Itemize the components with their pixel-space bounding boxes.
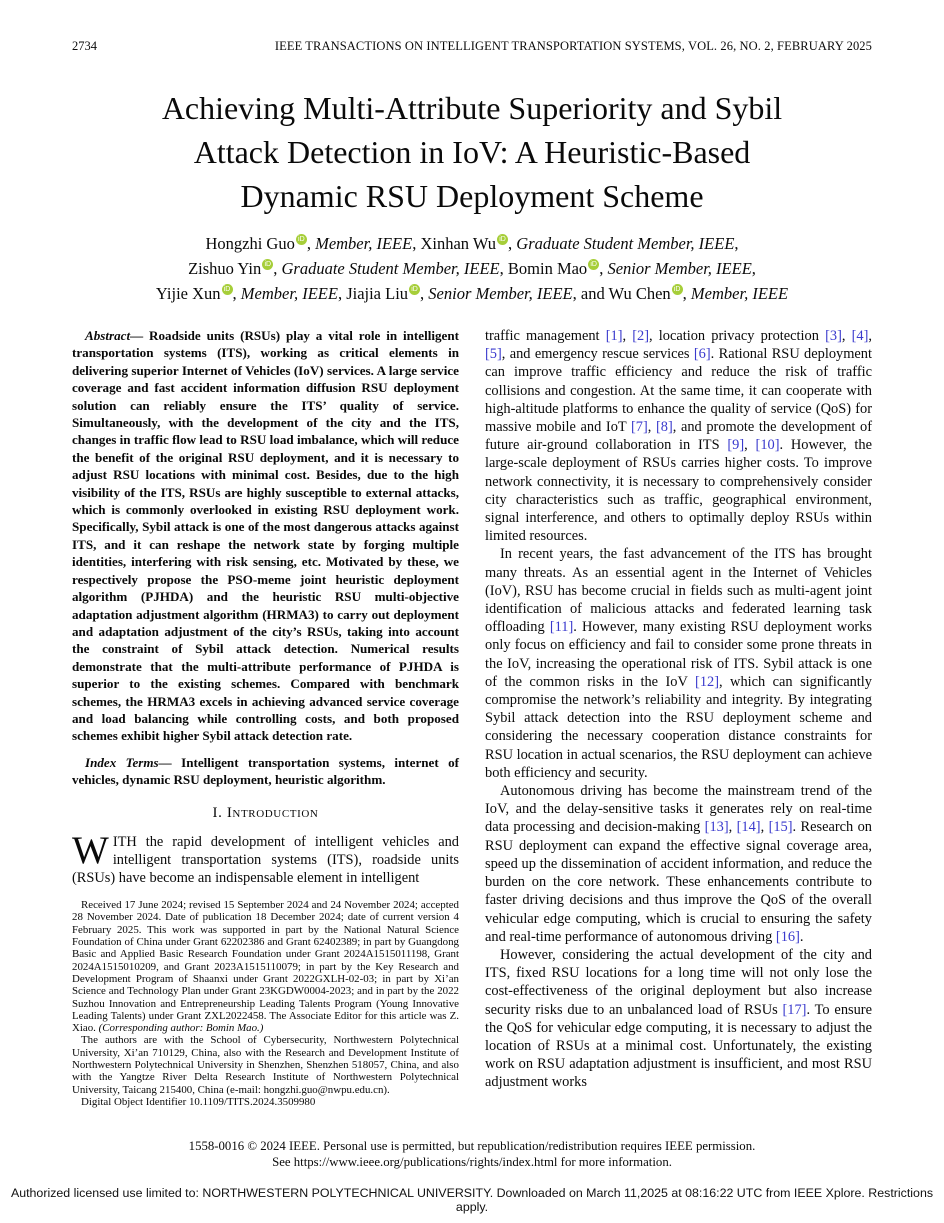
index-terms (72, 754, 459, 789)
author-role: Member, IEEE (690, 284, 789, 303)
introduction-text: ITH the rapid development of intelligent vehicles and intelligent transportation systems (ITS), roadside units (RSUs) have become an indispensable element in intelligent (72, 833, 459, 886)
citation-link[interactable]: [1] (605, 328, 623, 344)
citation-link[interactable]: [7] (631, 419, 648, 436)
author-name: Wu Chen (608, 284, 671, 303)
author-name: Hongzhi Guo (205, 234, 295, 253)
corresponding-author-note: (Corresponding author: Bomin Mao.) (98, 1022, 264, 1035)
page-number: 2734 (72, 39, 97, 53)
index-terms-label: Index Terms— (85, 754, 172, 770)
citation-link[interactable]: [15] (768, 819, 793, 836)
author-line: Zishuo Yin iD , Graduate Student Member, IEEE, Bomin Mao iD , Senior Member, IEEE, (188, 259, 756, 278)
paper-title-line3: Dynamic RSU Deployment Scheme (240, 178, 704, 214)
orcid-icon[interactable]: iD (222, 284, 233, 295)
author-line: Yijie Xun iD , Member, IEEE, Jiajia Liu iD , Senior Member, IEEE, and Wu Chen iD , Member, IEEE (155, 284, 789, 303)
citation-link[interactable]: [8] (656, 419, 673, 436)
footnote-affiliation: The authors are with the School of Cybersecurity, Northwestern Polytechnical University, Xi’an 710129, China, also with the Research and Development Institute of Northwestern Polytechnical University in Shenzhen, Shenzhen 518057, China, and also with the Yangtze River Delta Research Institute of Northwestern Polytechnical University, Taicang 215400, China (e-mail: hongzhi.guo@nwpu.edu.cn). (72, 1034, 459, 1096)
running-head (72, 39, 872, 54)
orcid-icon[interactable]: iD (672, 284, 683, 295)
author-role: Member, IEEE (315, 234, 413, 253)
body-paragraph: traffic management [1], [2], location privacy protection [3], [4], [5], and emergency rescue services [6]. Rational RSU deployment can improve traffic efficiency and reduce the risk of traffic collisions and congestion. At the same time, it can cooperate with high-altitude platforms to enhance the quality of service (QoS) for massive mobile and IoT [7], [8], and promote the development of future air-ground collaboration in ITS [9], [10]. However, the large-scale deployment of RSUs carries higher costs. To improve network connectivity, it is necessary to comprehensively consider city characteristics such as traffic, geographical environment, signal interference, and others to optimally deploy RSUs within limited resources. (485, 328, 872, 545)
abstract-text: Roadside units (RSUs) play a vital role in intelligent transportation systems (ITS), working as critical elements in delivering superior Internet of Vehicles (IoV) services. A large service coverage and fast accident information diffusion RSU deployment solution can reliably ensure the ITS’ quality of service. Simultaneously, with the development of the city and the ITS, changes in traffic flow lead to RSU load imbalance, which will reduce the benefit of the original RSU deployment, and it is necessary to adjust RSU locations with minimal cost. Besides, due to the high visibility of the ITS, RSUs are highly susceptible to external attacks, which is commonly overlooked in existing RSU deployment work. Specifically, Sybil attack is one of the most dangerous attacks against ITS, and it can reshape the network state by forging multiple identities, interfering with risk sensing, etc. Motivated by these, we respectively propose the PSO-meme joint heuristic deployment algorithm (PJHDA) and the heuristic RSU multi-objective adaptation adjustment algorithm (HRMA3) to carry out deployment and adaptation adjustment of the city’s RSUs, taking into account the constraint of Sybil attack detection. Numerical results demonstrate that the multi-attribute performance of PJHDA is superior to the existing schemes. Compared with benchmark schemes, the HRMA3 excels in achieving advanced service coverage and load balancing while controlling costs, and both proposed schemes exhibit higher Sybil attack detection rate. (72, 328, 459, 744)
body-paragraph: In recent years, the fast advancement of the ITS has brought many threats. As an essential agent in the Internet of Vehicles (IoV), RSU has become crucial in fields such as multi-agent joint identification of malicious attacks and federated learning task offloading [11]. However, many existing RSU deployment works only focus on efficiency and fail to consider some prone threats in the IoV, increasing the operational risk of ITS. Sybil attack is one of the common risks in the IoV [12], which can significantly compromise the network’s reliability and integrity. By integrating Sybil attack detection into the RSU deployment scheme and considering the necessary cooperation distance constraints for RSU location in actual scenarios, the RSU deployment can achieve both efficiency and security. (485, 546, 873, 781)
citation-link[interactable]: [2] (632, 328, 650, 344)
citation-link[interactable]: [3] (825, 328, 842, 344)
orcid-icon[interactable]: iD (588, 259, 599, 270)
citation-link[interactable]: [16] (775, 928, 800, 945)
left-column (72, 327, 459, 1108)
copyright-line: 1558-0016 © 2024 IEEE. Personal use is permitted, but republication/redistribution requires IEEE permission. (188, 1139, 756, 1153)
author-list (40, 231, 904, 306)
paper-title-line1: Achieving Multi-Attribute Superiority and Sybil (161, 90, 783, 126)
right-column (485, 327, 872, 1108)
paper-title-line2: Attack Detection in IoV: A Heuristic-Based (193, 134, 751, 170)
orcid-icon[interactable]: iD (296, 234, 307, 245)
citation-link[interactable]: [6] (693, 346, 711, 363)
citation-link[interactable]: [17] (782, 1001, 807, 1018)
citation-link[interactable]: [10] (755, 437, 780, 454)
index-terms-text: Intelligent transportation systems, internet of vehicles, dynamic RSU deployment, heuristic algorithm. (72, 754, 459, 788)
doi-line: Digital Object Identifier 10.1109/TITS.2024.3509980 (81, 1095, 316, 1108)
author-name: Yijie Xun (155, 284, 221, 303)
citation-link[interactable]: [4] (851, 328, 869, 344)
footnote-received: Received 17 June 2024; revised 15 September 2024 and 24 November 2024; accepted 28 November 2024. Date of publication 18 December 2024; date of current version 4 February 2025. This work was supported in part by the National Natural Science Foundation of China under Grant 62202386 and Grant 62402389; in part by Guangdong Basic and Applied Basic Research Foundation under Grant 2024A1515011198, Grant 2024A1515010209, and Grant 2023A1515110079; in part by the Key Research and Development Program of Shaanxi under Grant 2022GXLH-02-03; in part by Xi’an Science and Technology Plan under Grant 23KGDW0004-2023; and in part by the 2022 Suzhou Innovation and Entrepreneurship Leading Talents Program (Young Innovative Leading Talents) under Grant ZXL2022458. The Associate Editor for this article was Z. Xiao. (Corresponding author: Bomin Mao.) (72, 899, 459, 1035)
author-role: Graduate Student Member, IEEE (516, 234, 735, 253)
paper-title (40, 86, 904, 218)
body-paragraph: However, considering the actual development of the city and ITS, fixed RSU locations for a long time will not only lose the cost-effectiveness of the original deployment but also increase security risks due to an unbalanced load of RSUs [17]. To ensure the QoS for vehicular edge computing, it is necessary to adjust the location of RSUs at a minimal cost. Unfortunately, the existing work on RSU adaptation adjustment is insufficient, and most RSU adjustment works (485, 946, 872, 1091)
author-role: Senior Member, IEEE (607, 259, 752, 278)
rights-url-line: See https://www.ieee.org/publications/rights/index.html for more information. (272, 1154, 672, 1169)
citation-link[interactable]: [13] (704, 819, 729, 836)
two-column-body (72, 327, 872, 1108)
author-line: Hongzhi Guo iD , Member, IEEE, Xinhan Wu iD , Graduate Student Member, IEEE, (205, 234, 739, 253)
orcid-icon[interactable]: iD (497, 234, 508, 245)
author-role: Graduate Student Member, IEEE (281, 259, 500, 278)
authorized-use-line: Authorized licensed use limited to: NORTHWESTERN POLYTECHNICAL UNIVERSITY. Downloaded on March 11,2025 at 08:16:22 UTC from IEEE Xplore. Restrictions apply. (10, 1186, 934, 1214)
introduction-paragraph (72, 828, 459, 888)
section-heading-introduction: I. Introduction (212, 804, 319, 821)
author-name: Bomin Mao (507, 259, 588, 278)
citation-link[interactable]: [9] (727, 437, 745, 454)
author-name: Zishuo Yin (188, 259, 262, 278)
citation-link[interactable]: [5] (485, 346, 502, 363)
first-page-footnote (72, 899, 459, 1108)
citation-link[interactable]: [12] (695, 673, 720, 690)
author-name: Xinhan Wu (420, 234, 497, 253)
body-paragraph: Autonomous driving has become the mainstream trend of the IoV, and the delay-sensitive tasks it generates rely on real-time data processing and decision-making [13], [14], [15]. Research on RSU deployment can expand the effective signal coverage area, speed up the dissemination of accident information, and reduce the burden on the core network. These enhancements contribute to faster driving decisions and thus improve the QoS of the overall vehicular edge computing, which is crucial to ensuring the safety and real-time performance of autonomous driving [16]. (485, 783, 872, 945)
citation-link[interactable]: [14] (736, 819, 761, 836)
drop-cap: W (72, 828, 109, 872)
orcid-icon[interactable]: iD (409, 284, 420, 295)
author-role: Member, IEEE (240, 284, 338, 303)
copyright-footer (0, 1139, 944, 1170)
journal-header: IEEE TRANSACTIONS ON INTELLIGENT TRANSPORTATION SYSTEMS, VOL. 26, NO. 2, FEBRUARY 2025 (274, 39, 872, 53)
author-name: Jiajia Liu (346, 284, 409, 303)
orcid-icon[interactable]: iD (262, 259, 273, 270)
abstract-label: Abstract— (85, 328, 144, 343)
citation-link[interactable]: [11] (549, 619, 574, 636)
author-role: Senior Member, IEEE (428, 284, 573, 303)
abstract (72, 327, 459, 745)
